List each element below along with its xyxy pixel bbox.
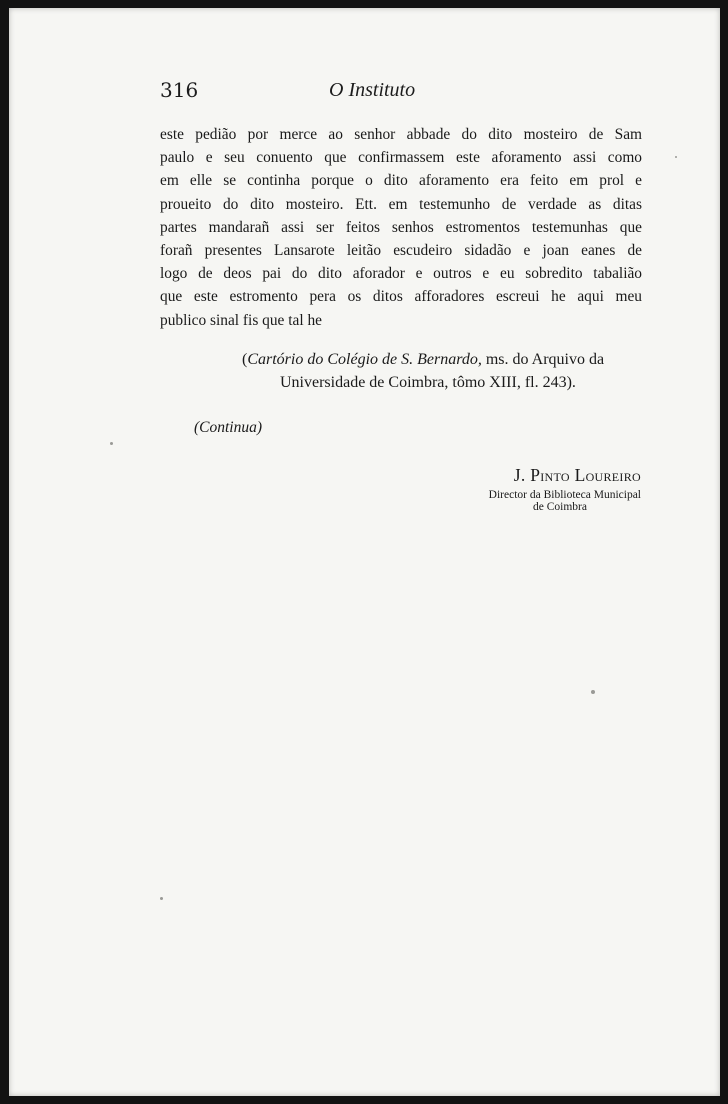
body-line: partes mandarañ assi ser feitos senhos estromentos testemunhas que xyxy=(160,218,642,236)
paper-speck xyxy=(160,897,163,900)
paper-speck xyxy=(591,690,595,694)
citation-archive: ms. do Arquivo da xyxy=(481,351,605,368)
body-line: proueito do dito mosteiro. Ett. em testemunho de verdade as ditas xyxy=(160,195,642,213)
book-page xyxy=(9,8,720,1096)
citation-line-1 xyxy=(242,348,642,371)
citation-line-2: Universidade de Coimbra, tômo XIII, fl. 243). xyxy=(280,374,576,391)
running-title: O Instituto xyxy=(329,79,416,101)
page-number: 316 xyxy=(160,78,199,102)
body-line: logo de deos pai do dito aforador e outros e eu sobredito tabalião xyxy=(160,265,642,283)
signature-block xyxy=(439,465,641,513)
body-line: que este estromento pera os ditos afforadores escreui he aqui meu xyxy=(160,288,642,306)
body-line: forañ presentes Lansarote leitão escudeiro sidadão e joan eanes de xyxy=(160,242,642,260)
author-role-place: de Coimbra xyxy=(533,501,587,513)
body-paragraph xyxy=(160,123,642,332)
continuation-note: (Continua) xyxy=(194,419,263,436)
citation-open-paren: ( xyxy=(242,351,248,368)
body-line: este pedião por merce ao senhor abbade do dito mosteiro de Sam xyxy=(160,126,642,143)
author-role: Director da Biblioteca Municipal xyxy=(488,489,641,501)
body-line: paulo e seu conuento que confirmassem este aforamento assi como xyxy=(160,149,642,167)
body-line: em elle se continha porque o dito aforamento era feito em prol e xyxy=(160,172,642,190)
paper-speck xyxy=(675,156,677,158)
citation-source: Cartório do Colégio de S. Bernardo, xyxy=(247,351,482,368)
author-name: J. Pinto Loureiro xyxy=(513,465,641,485)
source-citation xyxy=(242,348,642,394)
paper-speck xyxy=(110,442,113,445)
body-line: publico sinal fis que tal he xyxy=(160,311,322,329)
